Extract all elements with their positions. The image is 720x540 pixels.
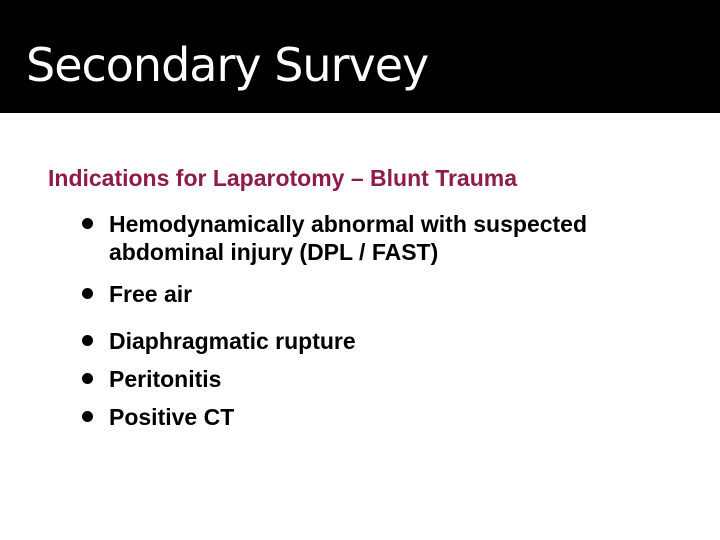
slide-title: Secondary Survey: [26, 38, 429, 92]
bullet-text: Free air: [109, 281, 193, 307]
bullet-dot-icon: [82, 218, 93, 229]
bullet-dot-icon: [82, 288, 93, 299]
bullet-list: [82, 210, 642, 431]
bullet-dot-icon: [82, 373, 93, 384]
bullet-item: [82, 365, 642, 393]
title-bar: [0, 0, 720, 113]
bullet-text: Diaphragmatic rupture: [109, 328, 356, 354]
bullet-text: Peritonitis: [109, 366, 222, 392]
bullet-text: Positive CT: [109, 404, 235, 430]
bullet-item: [82, 403, 642, 431]
slide-subtitle: Indications for Laparotomy – Blunt Trauma: [48, 165, 518, 191]
bullet-item: [82, 327, 642, 355]
bullet-dot-icon: [82, 411, 93, 422]
bullet-text: Hemodynamically abnormal with suspected abdominal injury (DPL / FAST): [109, 211, 588, 265]
bullet-item: [82, 280, 642, 308]
bullet-item: [82, 210, 642, 266]
bullet-dot-icon: [82, 335, 93, 346]
